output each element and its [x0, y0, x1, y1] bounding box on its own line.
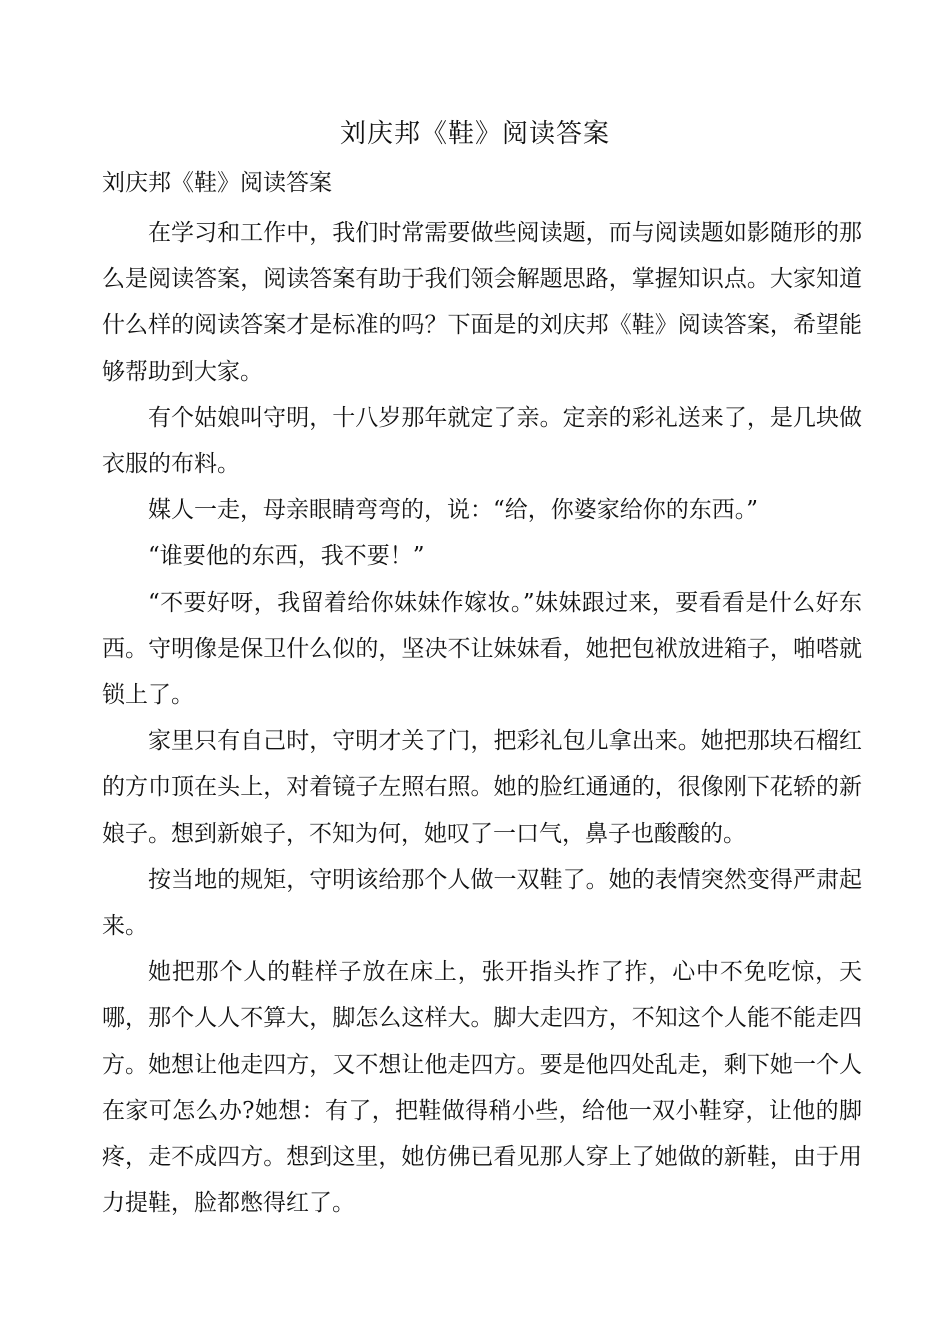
- paragraph-mirror: 家里只有自己时，守明才关了门，把彩礼包儿拿出来。她把那块石榴红的方巾顶在头上，对着镜子左照右照。她的脸红通通的，很像刚下花轿的新娘子。想到新娘子，不知为何，她叹了一口气，鼻子也酸酸的。: [102, 728, 862, 847]
- document-subtitle: 刘庆邦《鞋》阅读答案: [102, 170, 332, 196]
- document-title: 刘庆邦《鞋》阅读答案: [339, 119, 610, 149]
- paragraph-intro: 在学习和工作中，我们时常需要做些阅读题，而与阅读题如影随形的那么是阅读答案，阅读答案有助于我们领会解题思路，掌握知识点。大家知道什么样的阅读答案才是标准的吗？下面是的刘庆邦《鞋》阅读答案，希望能够帮助到大家。: [102, 220, 862, 385]
- paragraph-custom: 按当地的规矩，守明该给那个人做一双鞋了。她的表情突然变得严肃起来。: [102, 866, 862, 940]
- paragraph-refusal: “谁要他的东西，我不要！”: [148, 543, 425, 570]
- paragraph-sister: “不要好呀，我留着给你妹妹作嫁妆。”妹妹跟过来，要看看是什么好东西。守明像是保卫什么似的，坚决不让妹妹看，她把包袱放进箱子，啪嗒就锁上了。: [102, 589, 862, 709]
- document-body: [102, 210, 862, 1226]
- paragraph-mother: 媒人一走，母亲眼睛弯弯的，说：“给，你婆家给你的东西。”: [148, 497, 759, 524]
- paragraph-shoe-pattern: 她把那个人的鞋样子放在床上，张开指头拃了拃，心中不免吃惊，天哪，那个人人不算大，脚怎么这样大。脚大走四方，不知这个人能不能走四方。她想让他走四方，又不想让他走四方。要是他四处乱走，剩下她一个人在家可怎么办?她想：有了，把鞋做得稍小些，给他一双小鞋穿，让他的脚疼，走不成四方。想到这里，她仿佛已看见那人穿上了她做的新鞋，由于用力提鞋，脸都憋得红了。: [102, 959, 862, 1217]
- paragraph-engagement: 有个姑娘叫守明，十八岁那年就定了亲。定亲的彩礼送来了，是几块做衣服的布料。: [102, 404, 862, 478]
